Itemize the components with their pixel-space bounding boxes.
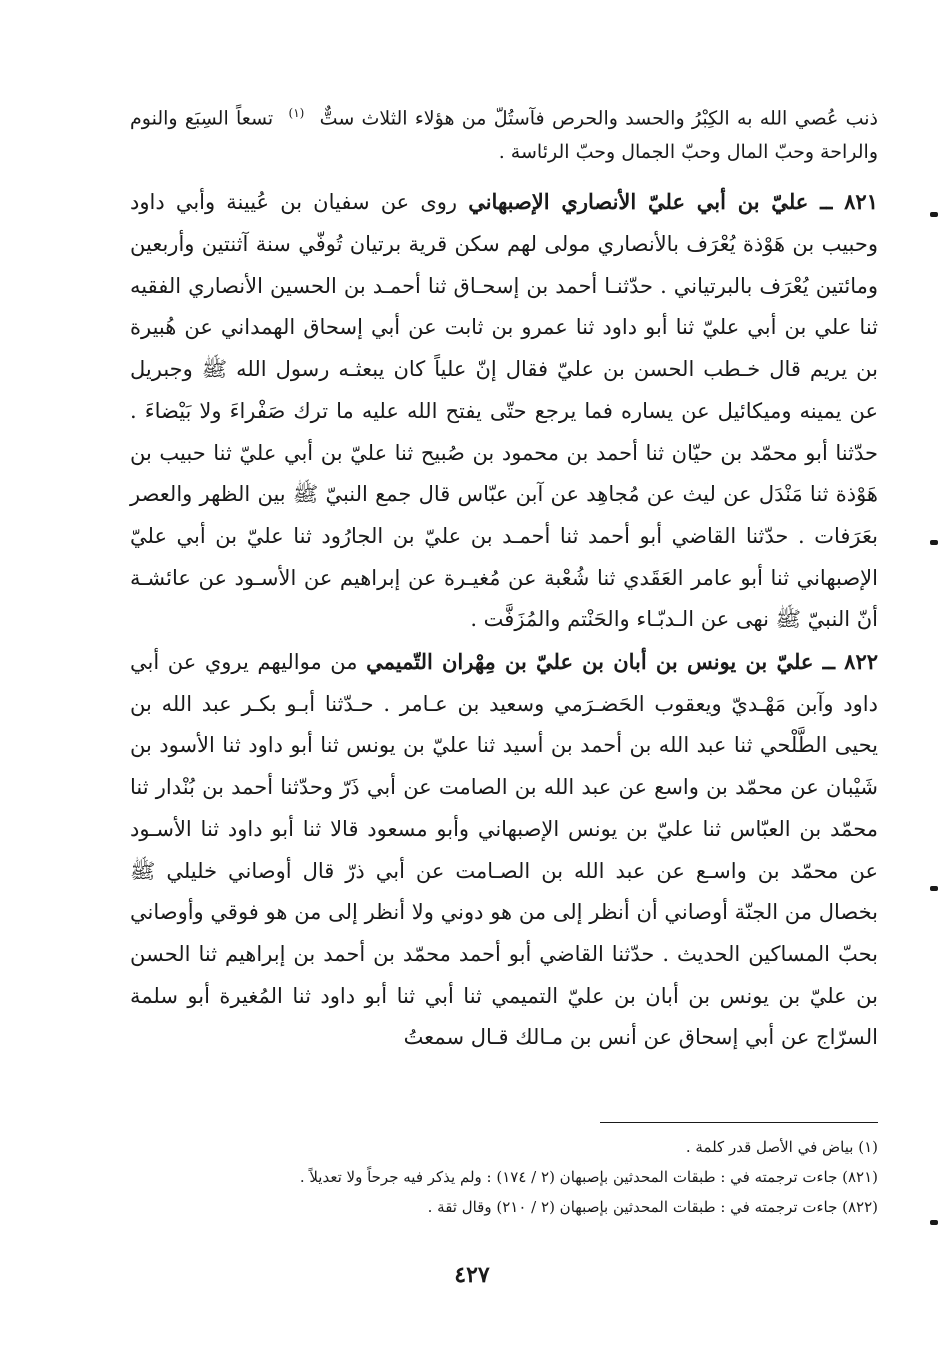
page-body — [130, 96, 878, 1059]
margin-mark — [930, 212, 938, 217]
continuation-paragraph — [130, 96, 878, 169]
margin-mark — [930, 1220, 938, 1225]
continuation-text-part1: ذنب عُصي الله به الكِبْرُ والحسد والحرص فآستُلّ من هؤلاء الثلاث ستٌّ — [319, 107, 878, 130]
footnote-822: (٨٢٢) جاءت ترجمته في : طبقات المحدثين بإصبهان (٢ / ٢١٠) وقال ثقة . — [427, 1198, 878, 1216]
footnotes — [130, 1132, 878, 1222]
footnote-821: (٨٢١) جاءت ترجمته في : طبقات المحدثين بإصبهان (٢ / ١٧٤) : ولم يذكر فيه جرحاً ولا تعديلاً . — [299, 1168, 878, 1186]
entry-821-heading: ٨٢١ ــ عليّ بن أبي عليّ الأنصاري الإصبهاني — [468, 189, 878, 215]
entry-822 — [130, 641, 878, 1059]
footnote-divider — [600, 1122, 878, 1123]
entry-821-body: روى عن سفيان بن عُيينة وأبي داود وحبيب بن هَوْذة يُعْرَف بالأنصاري مولى لهم سكن قرية برتيان تُوفّي سنة آثنتين وأربعين ومائتين يُعْرَف بالبرتياني . حدّثنـا أحمد بن إسحـاق ثنا أحمـد بن الحسين الأنصاري الفقيه ثنا علي بن أبي عليّ ثنا أبو داود ثنا عمرو بن ثابت عن أبي إسحاق الهمداني عن هُبيرة بن يريم قال خـطب الحسن بن عليّ فقال إنّ علياً كان يبعثـه رسول الله ﷺ وجبريل عن يمينه وميكائيل عن يساره فما يرجع حتّى يفتح الله عليه ما ترك صَفْراءَ ولا بَيْضاءَ . حدّثنا أبو محمّد بن حيّان ثنا أحمد بن محمود بن صُبيح ثنا عليّ بن أبي عليّ ثنا حبيب بن هَوْذة ثنا مَنْدَل عن ليث عن مُجاهِد عن آبن عبّاس قال جمع النبيّ ﷺ بين الظهر والعصر بعَرَفات . حدّثنا القاضي أبو أحمد ثنا أحمـد بن عليّ بن الجارُود ثنا عليّ بن أبي عليّ الإصبهاني ثنا أبو عامر العَقَدي ثنا شُعْبة عن مُغيـرة عن إبراهيم عن الأسـود عن عائشـة أنّ النبيّ ﷺ نهى عن الـدبّـاء والحَنْتم والمُزَفَّت . — [130, 190, 878, 632]
page-number: ٤٢٧ — [454, 1262, 490, 1288]
margin-mark — [930, 540, 938, 545]
entry-822-body: من مواليهم يروي عن أبي داود وآبن مَهْـديّ ويعقوب الحَضـرَمي وسعيد بن عـامر . حـدّثنا أبـو بكـر عبد الله بن يحيى الطَّلْحي ثنا عبد الله بن أحمد بن أسيد ثنا عليّ بن يونس ثنا أبو داود ثنا الأسود بن شَيْبان عن محمّد بن واسع عن عبد الله بن الصامت عن أبي ذَرّ وحدّثنا أحمد بن بُنْدار ثنا محمّد بن العبّاس ثنا عليّ بن يونس الإصبهاني وأبو مسعود قالا ثنا أبو داود ثنا الأسـود عن محمّد بن واسـع عن عبد الله بن الصـامت عن أبي ذرّ قال أوصاني خليلي ﷺ بخصال من الجنّة أوصاني أن أنظر إلى من هو دوني ولا أنظر إلى من هو فوقي وأوصاني بحبّ المساكين الحديث . حدّثنا القاضي أبو أحمد محمّد بن أحمد بن إبراهيم ثنا الحسن بن عليّ بن يونس بن أبان بن عليّ التميمي ثنا أبي ثنا أبو داود ثنا المُغيرة أبو سلمة السرّاج عن أبي إسحاق عن أنس بن مـالك قـال سمعتُ — [130, 650, 878, 1050]
entry-821 — [130, 181, 878, 641]
entry-822-heading: ٨٢٢ ــ عليّ بن يونس بن أبان بن عليّ بن مِهْران التّميمي — [366, 649, 879, 675]
footnote-marker: (١) — [288, 106, 305, 120]
continuation-text-part2: تسعاً السِبَع والنوم والراحة وحبّ المال وحبّ الجمال وحبّ الرئاسة . — [130, 107, 878, 164]
footnote-1: (١) بياض في الأصل قدر كلمة . — [685, 1138, 878, 1156]
margin-mark — [930, 886, 938, 891]
